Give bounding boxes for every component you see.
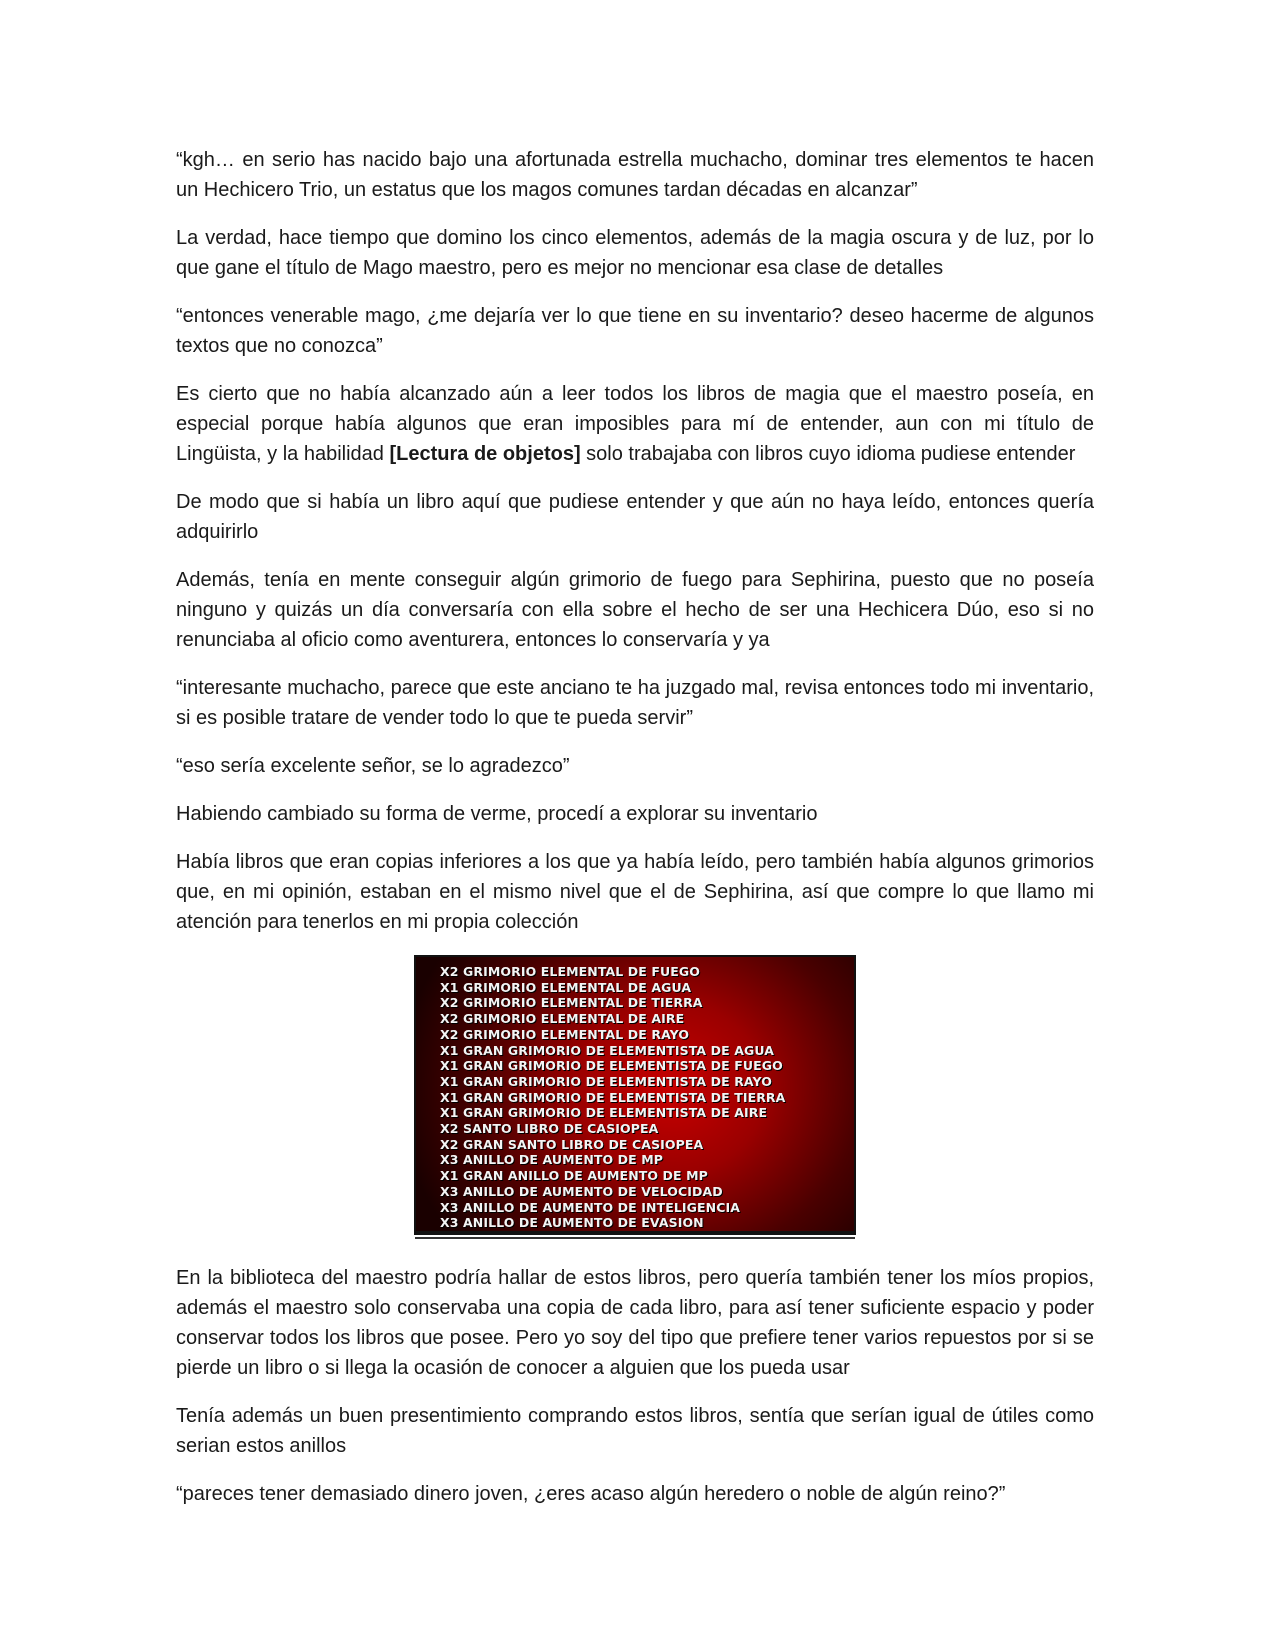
inventory-item: X2 GRAN SANTO LIBRO DE CASIOPEA [440,1136,704,1152]
paragraph: Tenía además un buen presentimiento comprando estos libros, sentía que serían igual de útiles como serian estos anillos [176,1405,1094,1457]
inventory-item: X1 GRIMORIO ELEMENTAL DE AGUA [440,979,692,995]
inventory-item: X3 ANILLO DE AUMENTO DE VELOCIDAD [440,1183,723,1199]
inventory-item: X1 GRAN GRIMORIO DE ELEMENTISTA DE FUEGO [440,1058,783,1074]
paragraph-text: Es cierto que no había alcanzado aún a leer todos los libros de magia que el maestro poseía, en especial porque había algunos que eran imposibles para mí de entender, aun con mi título de Lingüista, y la habilidad [176,383,1094,465]
inventory-item: X2 GRIMORIO ELEMENTAL DE TIERRA [440,995,703,1011]
inventory-figure [176,955,1094,1235]
inventory-item: X3 ANILLO DE AUMENTO DE EVASION [440,1215,704,1231]
inventory-item: X1 GRAN GRIMORIO DE ELEMENTISTA DE AIRE [440,1105,768,1121]
paragraph: Había libros que eran copias inferiores a los que ya había leído, pero también había algunos grimorios que, en mi opinión, estaban en el mismo nivel que el de Sephirina, así que compre lo que llamo mi atención para tenerlos en mi propia colección [176,851,1094,933]
paragraph: Además, tenía en mente conseguir algún grimorio de fuego para Sephirina, puesto que no poseía ninguno y quizás un día conversaría con ella sobre el hecho de ser una Hechicera Dúo, eso si no renunciaba al oficio como aventurera, entonces lo conservaría y ya [176,569,1094,651]
paragraph: La verdad, hace tiempo que domino los cinco elementos, además de la magia oscura y de luz, por lo que gane el título de Mago maestro, pero es mejor no mencionar esa clase de detalles [176,227,1094,279]
paragraph: “kgh… en serio has nacido bajo una afortunada estrella muchacho, dominar tres elementos te hacen un Hechicero Trio, un estatus que los magos comunes tardan décadas en alcanzar” [176,149,1094,201]
inventory-item: X2 GRIMORIO ELEMENTAL DE RAYO [440,1026,690,1042]
paragraph: “pareces tener demasiado dinero joven, ¿eres acaso algún heredero o noble de algún reino?” [176,1483,1006,1505]
paragraph: “eso sería excelente señor, se lo agradezco” [176,755,570,777]
paragraph-with-skill [176,379,1094,469]
inventory-item: X1 GRAN ANILLO DE AUMENTO DE MP [440,1168,708,1184]
inventory-item: X1 GRAN GRIMORIO DE ELEMENTISTA DE TIERRA [440,1089,786,1105]
paragraph: De modo que si había un libro aquí que pudiese entender y que aún no haya leído, entonces quería adquirirlo [176,491,1094,543]
paragraph: “entonces venerable mago, ¿me dejaría ver lo que tiene en su inventario? deseo hacerme de algunos textos que no conozca” [176,305,1094,357]
document-page [176,145,1094,1527]
skill-name: [Lectura de objetos] [389,443,581,465]
inventory-item: X3 ANILLO DE AUMENTO DE MP [440,1152,664,1168]
paragraph: “interesante muchacho, parece que este anciano te ha juzgado mal, revisa entonces todo mi inventario, si es posible tratare de vender todo lo que te pueda servir” [176,677,1094,729]
inventory-item: X2 GRIMORIO ELEMENTAL DE AIRE [440,1011,685,1027]
inventory-item: X1 GRAN GRIMORIO DE ELEMENTISTA DE RAYO [440,1073,772,1089]
inventory-image [414,955,856,1235]
paragraph: En la biblioteca del maestro podría hallar de estos libros, pero quería también tener los míos propios, además el maestro solo conservaba una copia de cada libro, para así tener suficiente espacio y poder conservar todos los libros que posee. Pero yo soy del tipo que prefiere tener varios repuestos por si se pierde un libro o si llega la ocasión de conocer a alguien que los pueda usar [176,1267,1094,1379]
inventory-list [440,964,854,1231]
inventory-item: X3 ANILLO DE AUMENTO DE INTELIGENCIA [440,1199,741,1215]
paragraph-text: solo trabajaba con libros cuyo idioma pudiese entender [580,443,1076,465]
inventory-item: X2 GRIMORIO ELEMENTAL DE FUEGO [440,964,700,979]
paragraph: Habiendo cambiado su forma de verme, procedí a explorar su inventario [176,803,818,825]
inventory-item: X1 GRAN GRIMORIO DE ELEMENTISTA DE AGUA [440,1042,774,1058]
inventory-item: X2 SANTO LIBRO DE CASIOPEA [440,1121,659,1137]
